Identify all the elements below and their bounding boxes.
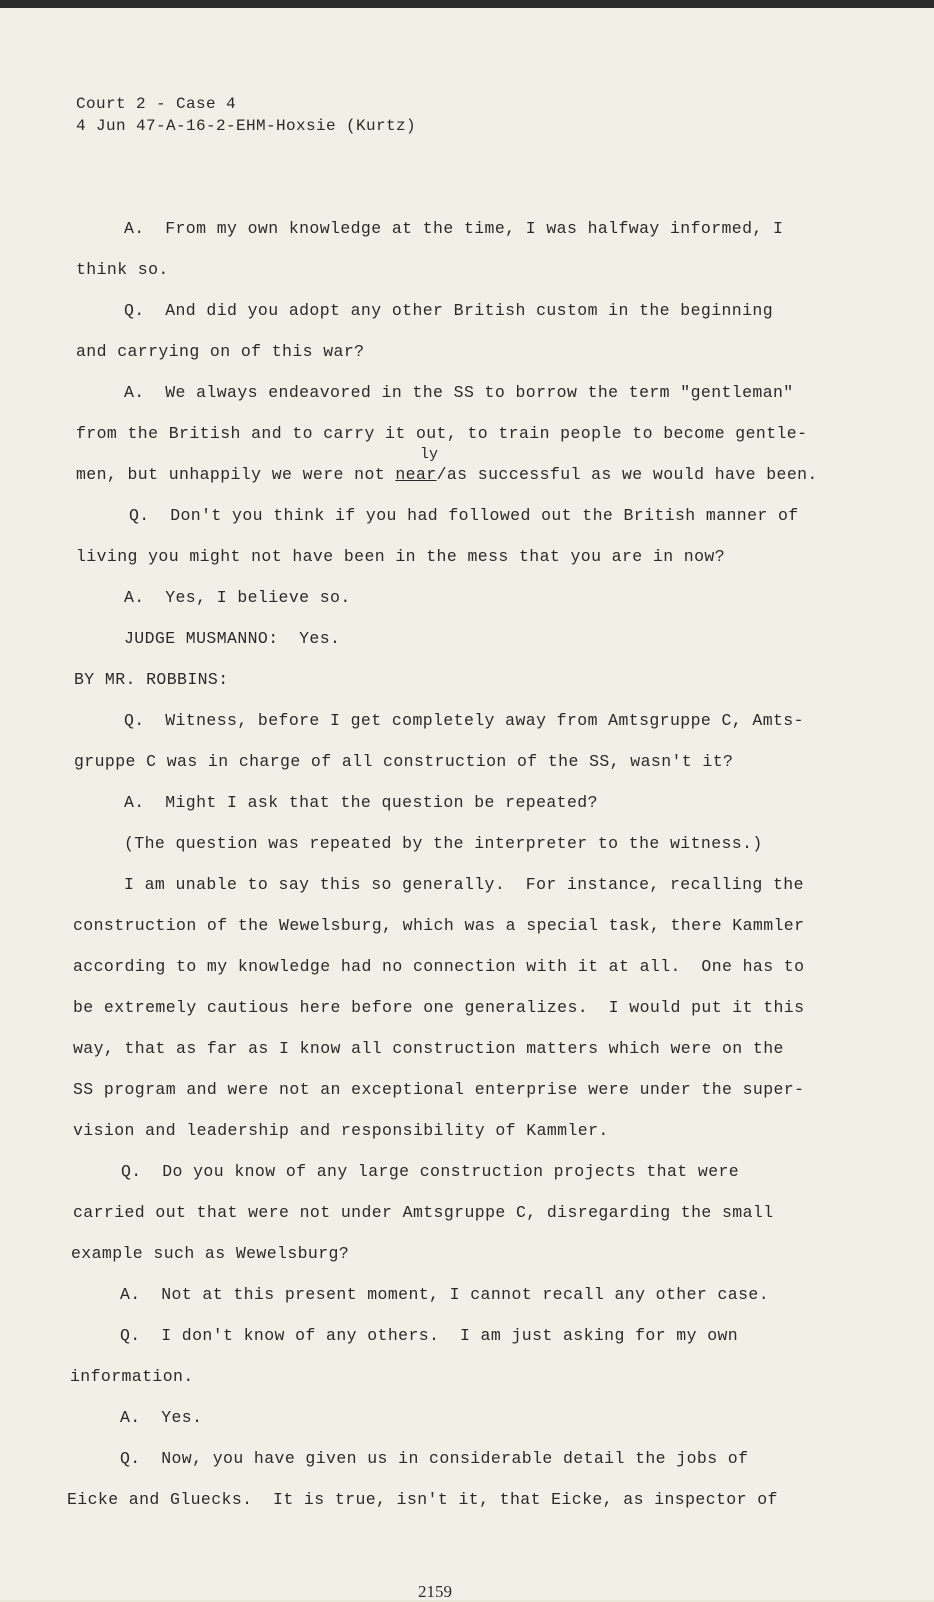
transcript-line: BY MR. ROBBINS: (74, 670, 229, 689)
transcript-line: living you might not have been in the mess that you are in now? (76, 547, 726, 566)
header-line-2: 4 Jun 47-A-16-2-EHM-Hoxsie (Kurtz) (76, 117, 417, 135)
transcript-line-amended (76, 465, 818, 485)
transcript-line: Q. Witness, before I get completely away from Amtsgruppe C, Amts- (124, 711, 804, 730)
transcript-line: information. (70, 1367, 194, 1386)
transcript-line: gruppe C was in charge of all construction of the SS, wasn't it? (74, 752, 734, 771)
transcript-line: think so. (76, 260, 169, 279)
transcript-line: according to my knowledge had no connection with it at all. One has to (73, 957, 805, 976)
transcript-line: A. Not at this present moment, I cannot recall any other case. (120, 1285, 770, 1304)
transcript-line: A. We always endeavored in the SS to borrow the term "gentleman" (124, 383, 794, 402)
transcript-line: I am unable to say this so generally. For instance, recalling the (124, 875, 804, 894)
transcript-line: from the British and to carry it out, to train people to become gentle- (76, 424, 808, 443)
transcript-line: Q. I don't know of any others. I am just asking for my own (120, 1326, 739, 1345)
transcript-line: vision and leadership and responsibility of Kammler. (73, 1121, 609, 1140)
amended-text-before: men, but unhappily we were not (76, 465, 396, 484)
transcript-line: SS program and were not an exceptional enterprise were under the super- (73, 1080, 805, 1099)
transcript-line: Q. Don't you think if you had followed out the British manner of (129, 506, 799, 525)
transcript-line: A. Might I ask that the question be repeated? (124, 793, 598, 812)
transcript-line: (The question was repeated by the interpreter to the witness.) (124, 834, 763, 853)
transcript-line: A. From my own knowledge at the time, I was halfway informed, I (124, 219, 784, 238)
transcript-line: A. Yes. (120, 1408, 203, 1427)
handwritten-insertion: ly (420, 446, 439, 463)
page-number: 2159 (418, 1582, 452, 1601)
transcript-line: construction of the Wewelsburg, which was a special task, there Kammler (73, 916, 805, 935)
transcript-line: Q. Do you know of any large construction projects that were (121, 1162, 740, 1181)
amended-text-struck: near (395, 465, 437, 484)
transcript-line: Eicke and Gluecks. It is true, isn't it, that Eicke, as inspector of (67, 1490, 778, 1509)
transcript-line: carried out that were not under Amtsgruppe C, disregarding the small (73, 1203, 774, 1222)
amended-text-after: /as successful as we would have been. (436, 465, 818, 484)
transcript-line: Q. Now, you have given us in considerable detail the jobs of (120, 1449, 749, 1468)
transcript-line: and carrying on of this war? (76, 342, 365, 361)
scan-edge (0, 0, 934, 8)
transcript-line: A. Yes, I believe so. (124, 588, 351, 607)
transcript-line: Q. And did you adopt any other British custom in the beginning (124, 301, 774, 320)
header-line-1: Court 2 - Case 4 (76, 95, 237, 113)
transcript-line: example such as Wewelsburg? (71, 1244, 350, 1263)
transcript-line: way, that as far as I know all construction matters which were on the (73, 1039, 784, 1058)
transcript-line: be extremely cautious here before one generalizes. I would put it this (73, 998, 805, 1017)
transcript-line: JUDGE MUSMANNO: Yes. (124, 629, 341, 648)
